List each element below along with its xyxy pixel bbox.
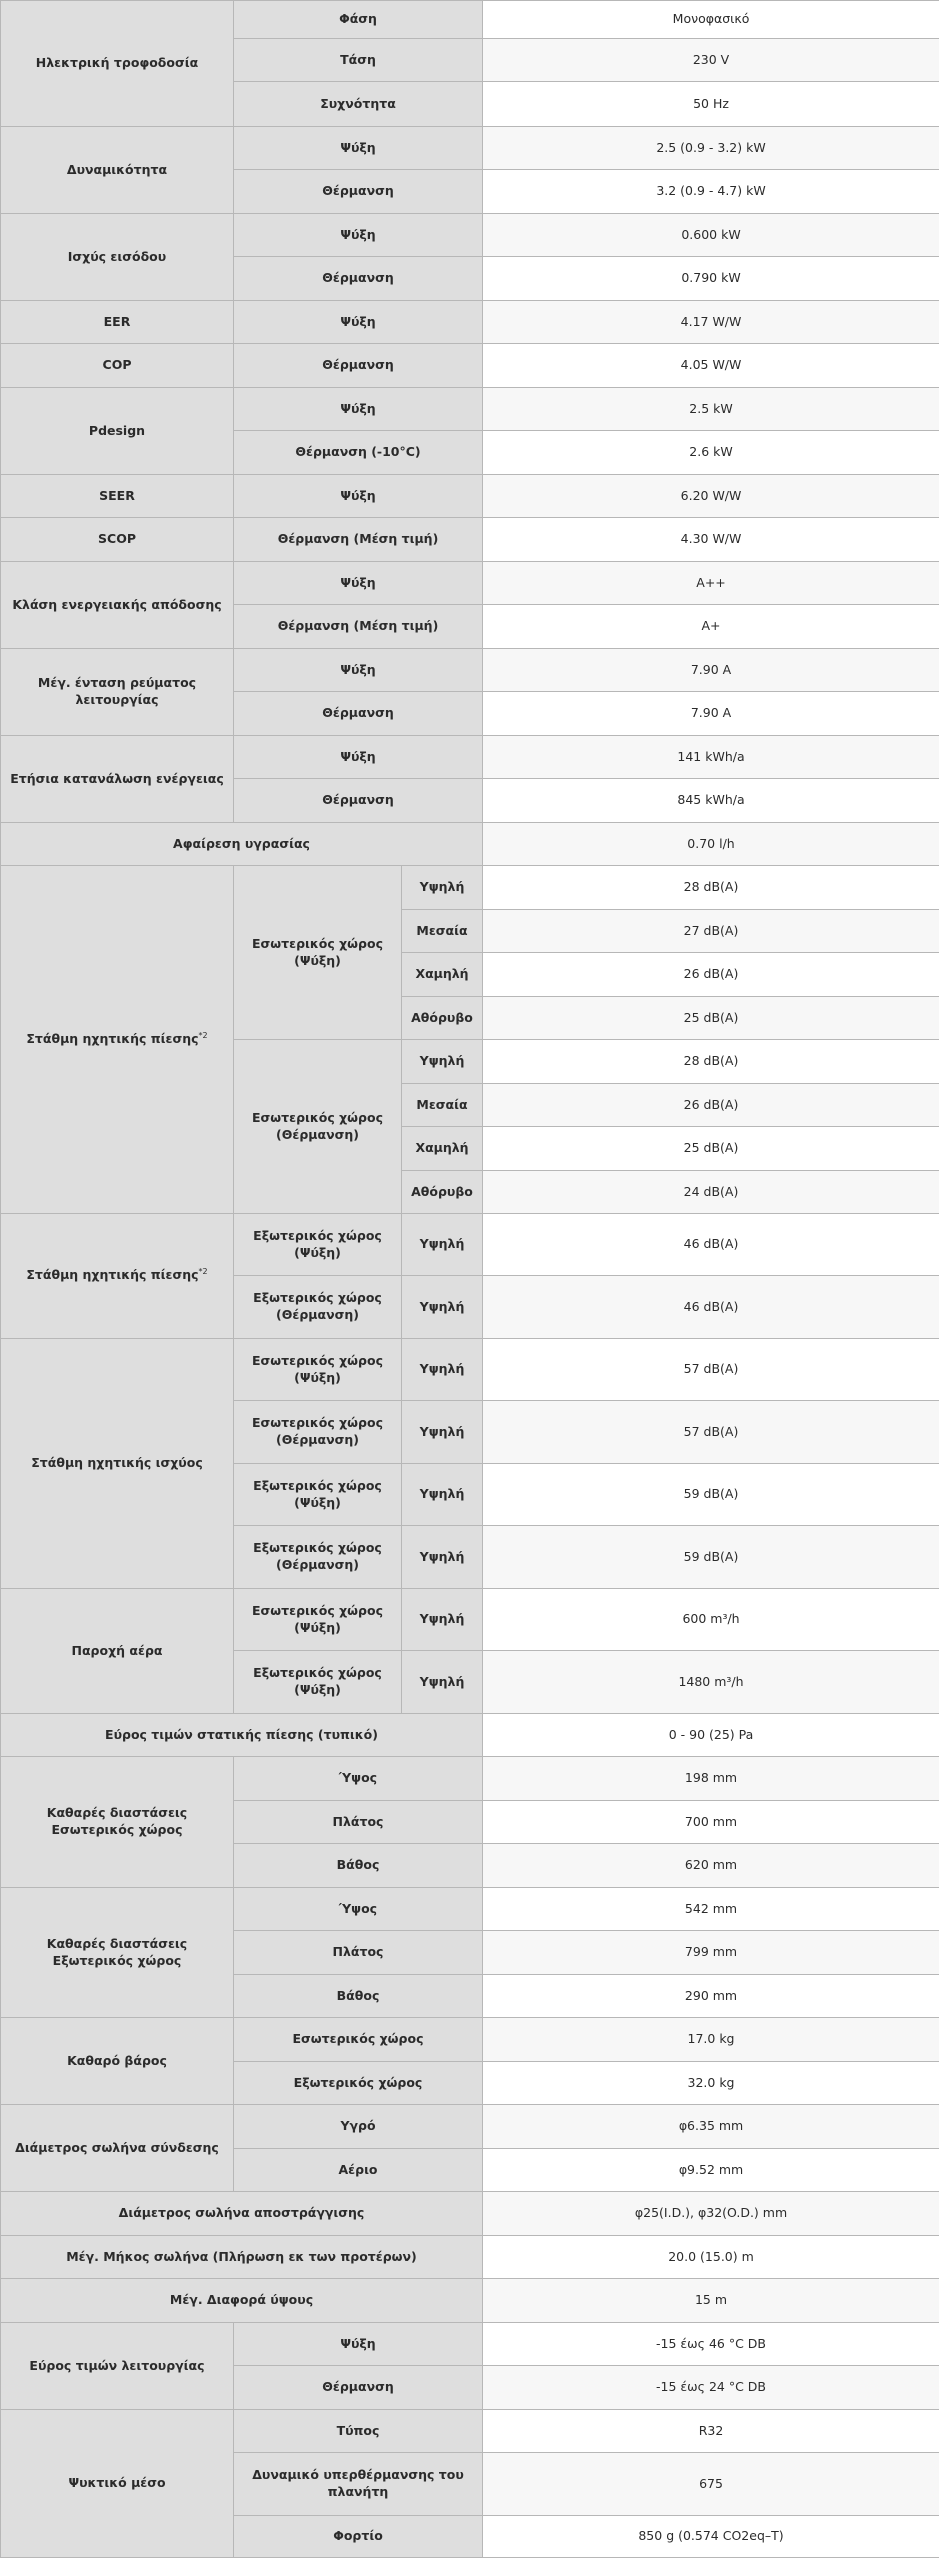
outdoor-spl-heating-value: 46 dB(A) bbox=[483, 1276, 939, 1339]
airflow-indoor-label: Εσωτερικός χώρος (Ψύξη) bbox=[234, 1589, 402, 1651]
input-power-heating-label: Θέρμανση bbox=[234, 257, 483, 301]
drain-diameter-label: Διάμετρος σωλήνα αποστράγγισης bbox=[1, 2192, 483, 2236]
pdesign-heating-label: Θέρμανση (-10°C) bbox=[234, 431, 483, 475]
dehumidification-value: 0.70 l/h bbox=[483, 823, 939, 866]
outdoor-cooling-label: Εξωτερικός χώρος (Ψύξη) bbox=[234, 1214, 402, 1276]
refrigerant-charge-label: Φορτίο bbox=[234, 2516, 483, 2558]
max-current-cooling-label: Ψύξη bbox=[234, 649, 483, 692]
outdoor-depth-label: Βάθος bbox=[234, 1975, 483, 2018]
energy-class-label: Κλάση ενεργειακής απόδοσης bbox=[1, 562, 234, 649]
level-high-label: Υψηλή bbox=[402, 1401, 483, 1464]
indoor-cooling-medium-value: 27 dB(A) bbox=[483, 910, 939, 953]
eer-value: 4.17 W/W bbox=[483, 301, 939, 344]
footnote-marker: *2 bbox=[198, 1267, 208, 1277]
max-current-cooling-value: 7.90 A bbox=[483, 649, 939, 692]
table-row bbox=[1, 1589, 939, 1651]
level-high-label: Υψηλή bbox=[402, 1526, 483, 1589]
input-power-heating-value: 0.790 kW bbox=[483, 257, 939, 301]
refrigerant-type-label: Τύπος bbox=[234, 2410, 483, 2453]
pdesign-heating-value: 2.6 kW bbox=[483, 431, 939, 475]
level-low-label: Χαμηλή bbox=[402, 1127, 483, 1171]
voltage-label: Τάση bbox=[234, 39, 483, 82]
table-row bbox=[1, 475, 939, 518]
pipe-gas-value: φ9.52 mm bbox=[483, 2149, 939, 2192]
indoor-height-value: 198 mm bbox=[483, 1757, 939, 1801]
scop-value: 4.30 W/W bbox=[483, 518, 939, 562]
input-power-label: Ισχύς εισόδου bbox=[1, 214, 234, 301]
sound-power-outdoor-cooling-label: Εξωτερικός χώρος (Ψύξη) bbox=[234, 1464, 402, 1526]
table-row bbox=[1, 2018, 939, 2062]
level-high-label: Υψηλή bbox=[402, 866, 483, 910]
phase-value: Μονοφασικό bbox=[483, 1, 939, 39]
level-quiet-label: Αθόρυβο bbox=[402, 997, 483, 1040]
scop-label: SCOP bbox=[1, 518, 234, 562]
annual-energy-cooling-label: Ψύξη bbox=[234, 736, 483, 779]
table-row bbox=[1, 2192, 939, 2236]
sound-power-outdoor-cooling-value: 59 dB(A) bbox=[483, 1464, 939, 1526]
operating-range-heating-label: Θέρμανση bbox=[234, 2366, 483, 2410]
table-row bbox=[1, 2323, 939, 2366]
input-power-cooling-label: Ψύξη bbox=[234, 214, 483, 257]
airflow-label: Παροχή αέρα bbox=[1, 1589, 234, 1714]
net-weight-outdoor-label: Εξωτερικός χώρος bbox=[234, 2062, 483, 2105]
sound-power-indoor-heating-label: Εσωτερικός χώρος (Θέρμανση) bbox=[234, 1401, 402, 1464]
seer-sub-label: Ψύξη bbox=[234, 475, 483, 518]
refrigerant-gwp-label: Δυναμικό υπερθέρμανσης του πλανήτη bbox=[234, 2453, 483, 2516]
dehumidification-label: Αφαίρεση υγρασίας bbox=[1, 823, 483, 866]
annual-energy-label: Ετήσια κατανάλωση ενέργειας bbox=[1, 736, 234, 823]
table-row bbox=[1, 1214, 939, 1276]
max-current-heating-value: 7.90 A bbox=[483, 692, 939, 736]
table-row bbox=[1, 1, 939, 39]
indoor-cooling-quiet-value: 25 dB(A) bbox=[483, 997, 939, 1040]
max-height-diff-label: Μέγ. Διαφορά ύψους bbox=[1, 2279, 483, 2323]
capacity-label: Δυναμικότητα bbox=[1, 127, 234, 214]
eer-label: EER bbox=[1, 301, 234, 344]
sound-power-outdoor-heating-value: 59 dB(A) bbox=[483, 1526, 939, 1589]
outdoor-spl-cooling-value: 46 dB(A) bbox=[483, 1214, 939, 1276]
level-high-label: Υψηλή bbox=[402, 1040, 483, 1084]
level-high-label: Υψηλή bbox=[402, 1339, 483, 1401]
drain-diameter-value: φ25(I.D.), φ32(O.D.) mm bbox=[483, 2192, 939, 2236]
indoor-heating-high-value: 28 dB(A) bbox=[483, 1040, 939, 1084]
refrigerant-charge-value: 850 g (0.574 CO2eq–T) bbox=[483, 2516, 939, 2558]
footnote-marker: *2 bbox=[198, 1030, 208, 1040]
capacity-heating-value: 3.2 (0.9 - 4.7) kW bbox=[483, 170, 939, 214]
max-current-heating-label: Θέρμανση bbox=[234, 692, 483, 736]
indoor-heating-label: Εσωτερικός χώρος (Θέρμανση) bbox=[234, 1040, 402, 1214]
level-quiet-label: Αθόρυβο bbox=[402, 1171, 483, 1214]
indoor-depth-value: 620 mm bbox=[483, 1844, 939, 1888]
outdoor-depth-value: 290 mm bbox=[483, 1975, 939, 2018]
table-row bbox=[1, 2279, 939, 2323]
indoor-width-value: 700 mm bbox=[483, 1801, 939, 1844]
table-row bbox=[1, 518, 939, 562]
max-current-label: Μέγ. ένταση ρεύματος λειτουργίας bbox=[1, 649, 234, 736]
input-power-cooling-value: 0.600 kW bbox=[483, 214, 939, 257]
level-high-label: Υψηλή bbox=[402, 1464, 483, 1526]
indoor-heating-low-value: 25 dB(A) bbox=[483, 1127, 939, 1171]
pipe-gas-label: Αέριο bbox=[234, 2149, 483, 2192]
sound-power-label: Στάθμη ηχητικής ισχύος bbox=[1, 1339, 234, 1589]
level-high-label: Υψηλή bbox=[402, 1276, 483, 1339]
static-pressure-label: Εύρος τιμών στατικής πίεσης (τυπικό) bbox=[1, 1714, 483, 1757]
cop-value: 4.05 W/W bbox=[483, 344, 939, 388]
annual-energy-cooling-value: 141 kWh/a bbox=[483, 736, 939, 779]
max-pipe-length-label: Μέγ. Μήκος σωλήνα (Πλήρωση εκ των προτέρων) bbox=[1, 2236, 483, 2279]
refrigerant-type-value: R32 bbox=[483, 2410, 939, 2453]
table-row bbox=[1, 214, 939, 257]
voltage-value: 230 V bbox=[483, 39, 939, 82]
refrigerant-label: Ψυκτικό μέσο bbox=[1, 2410, 234, 2558]
outdoor-sound-pressure-text: Στάθμη ηχητικής πίεσης bbox=[26, 1267, 199, 1283]
frequency-label: Συχνότητα bbox=[234, 82, 483, 127]
sound-power-indoor-cooling-label: Εσωτερικός χώρος (Ψύξη) bbox=[234, 1339, 402, 1401]
energy-class-heating-label: Θέρμανση (Μέση τιμή) bbox=[234, 605, 483, 649]
outdoor-height-value: 542 mm bbox=[483, 1888, 939, 1931]
level-low-label: Χαμηλή bbox=[402, 953, 483, 997]
pipe-diameter-label: Διάμετρος σωλήνα σύνδεσης bbox=[1, 2105, 234, 2192]
scop-sub-label: Θέρμανση (Μέση τιμή) bbox=[234, 518, 483, 562]
indoor-sound-pressure-text: Στάθμη ηχητικής πίεσης bbox=[26, 1031, 199, 1047]
outdoor-width-label: Πλάτος bbox=[234, 1931, 483, 1975]
indoor-cooling-low-value: 26 dB(A) bbox=[483, 953, 939, 997]
airflow-outdoor-value: 1480 m³/h bbox=[483, 1651, 939, 1714]
pdesign-cooling-value: 2.5 kW bbox=[483, 388, 939, 431]
level-high-label: Υψηλή bbox=[402, 1214, 483, 1276]
indoor-heating-quiet-value: 24 dB(A) bbox=[483, 1171, 939, 1214]
sound-power-indoor-heating-value: 57 dB(A) bbox=[483, 1401, 939, 1464]
level-medium-label: Μεσαία bbox=[402, 1084, 483, 1127]
table-row bbox=[1, 2236, 939, 2279]
indoor-width-label: Πλάτος bbox=[234, 1801, 483, 1844]
capacity-cooling-label: Ψύξη bbox=[234, 127, 483, 170]
table-row bbox=[1, 1888, 939, 1931]
phase-label: Φάση bbox=[234, 1, 483, 39]
level-high-label: Υψηλή bbox=[402, 1651, 483, 1714]
indoor-sound-pressure-label bbox=[1, 866, 234, 1214]
table-row bbox=[1, 1757, 939, 1801]
table-row bbox=[1, 823, 939, 866]
max-height-diff-value: 15 m bbox=[483, 2279, 939, 2323]
net-weight-indoor-label: Εσωτερικός χώρος bbox=[234, 2018, 483, 2062]
operating-range-heating-value: -15 έως 24 °C DB bbox=[483, 2366, 939, 2410]
table-row bbox=[1, 388, 939, 431]
airflow-outdoor-label: Εξωτερικός χώρος (Ψύξη) bbox=[234, 1651, 402, 1714]
pipe-liquid-label: Υγρό bbox=[234, 2105, 483, 2149]
operating-range-cooling-value: -15 έως 46 °C DB bbox=[483, 2323, 939, 2366]
table-row bbox=[1, 649, 939, 692]
outdoor-height-label: Ύψος bbox=[234, 1888, 483, 1931]
table-row bbox=[1, 127, 939, 170]
indoor-dimensions-label: Καθαρές διαστάσεις Εσωτερικός χώρος bbox=[1, 1757, 234, 1888]
table-row bbox=[1, 1714, 939, 1757]
indoor-depth-label: Βάθος bbox=[234, 1844, 483, 1888]
seer-value: 6.20 W/W bbox=[483, 475, 939, 518]
seer-label: SEER bbox=[1, 475, 234, 518]
energy-class-cooling-label: Ψύξη bbox=[234, 562, 483, 605]
power-supply-label: Ηλεκτρική τροφοδοσία bbox=[1, 1, 234, 127]
pipe-liquid-value: φ6.35 mm bbox=[483, 2105, 939, 2149]
annual-energy-heating-label: Θέρμανση bbox=[234, 779, 483, 823]
indoor-heating-medium-value: 26 dB(A) bbox=[483, 1084, 939, 1127]
table-row bbox=[1, 736, 939, 779]
frequency-value: 50 Hz bbox=[483, 82, 939, 127]
table-row bbox=[1, 562, 939, 605]
energy-class-heating-value: A+ bbox=[483, 605, 939, 649]
outdoor-heating-label: Εξωτερικός χώρος (Θέρμανση) bbox=[234, 1276, 402, 1339]
outdoor-dimensions-label: Καθαρές διαστάσεις Εξωτερικός χώρος bbox=[1, 1888, 234, 2018]
table-row bbox=[1, 866, 939, 910]
table-row bbox=[1, 2410, 939, 2453]
static-pressure-value: 0 - 90 (25) Pa bbox=[483, 1714, 939, 1757]
indoor-cooling-label: Εσωτερικός χώρος (Ψύξη) bbox=[234, 866, 402, 1040]
sound-power-indoor-cooling-value: 57 dB(A) bbox=[483, 1339, 939, 1401]
table-row bbox=[1, 1339, 939, 1401]
operating-range-label: Εύρος τιμών λειτουργίας bbox=[1, 2323, 234, 2410]
max-pipe-length-value: 20.0 (15.0) m bbox=[483, 2236, 939, 2279]
cop-sub-label: Θέρμανση bbox=[234, 344, 483, 388]
pdesign-cooling-label: Ψύξη bbox=[234, 388, 483, 431]
operating-range-cooling-label: Ψύξη bbox=[234, 2323, 483, 2366]
refrigerant-gwp-value: 675 bbox=[483, 2453, 939, 2516]
capacity-cooling-value: 2.5 (0.9 - 3.2) kW bbox=[483, 127, 939, 170]
sound-power-outdoor-heating-label: Εξωτερικός χώρος (Θέρμανση) bbox=[234, 1526, 402, 1589]
net-weight-outdoor-value: 32.0 kg bbox=[483, 2062, 939, 2105]
outdoor-sound-pressure-label bbox=[1, 1214, 234, 1339]
indoor-cooling-high-value: 28 dB(A) bbox=[483, 866, 939, 910]
net-weight-label: Καθαρό βάρος bbox=[1, 2018, 234, 2105]
pdesign-label: Pdesign bbox=[1, 388, 234, 475]
indoor-height-label: Ύψος bbox=[234, 1757, 483, 1801]
level-medium-label: Μεσαία bbox=[402, 910, 483, 953]
level-high-label: Υψηλή bbox=[402, 1589, 483, 1651]
cop-label: COP bbox=[1, 344, 234, 388]
table-row bbox=[1, 301, 939, 344]
energy-class-cooling-value: A++ bbox=[483, 562, 939, 605]
capacity-heating-label: Θέρμανση bbox=[234, 170, 483, 214]
outdoor-width-value: 799 mm bbox=[483, 1931, 939, 1975]
table-row bbox=[1, 2105, 939, 2149]
eer-sub-label: Ψύξη bbox=[234, 301, 483, 344]
net-weight-indoor-value: 17.0 kg bbox=[483, 2018, 939, 2062]
airflow-indoor-value: 600 m³/h bbox=[483, 1589, 939, 1651]
table-row bbox=[1, 344, 939, 388]
annual-energy-heating-value: 845 kWh/a bbox=[483, 779, 939, 823]
